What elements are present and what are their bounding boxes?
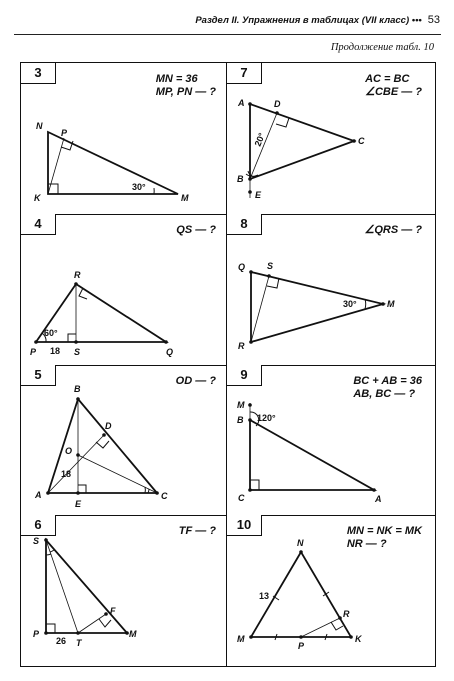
point-d [102,433,106,437]
given-line: NR — ? [346,538,387,550]
given-line: ∠CBE — ? [365,86,422,98]
problem-10-diagram [227,515,434,666]
point-e [248,190,252,194]
label-c: C [161,491,168,501]
point-q [249,270,253,274]
label-p: P [33,629,40,639]
label-m: M [129,629,137,639]
label-c: C [238,493,245,503]
label-t: T [76,638,82,648]
angle-label: 20° [252,131,267,148]
right-angle-mark [250,480,259,490]
altitude-kp [48,138,64,194]
problem-6-diagram [21,515,228,666]
label-n: N [297,538,304,548]
point-s [267,274,271,278]
problem-6-cell [21,515,228,666]
problem-9-diagram [227,365,434,516]
problem-4-diagram [21,214,228,365]
problem-8-diagram [227,214,434,365]
label-m: M [181,193,189,203]
given-line: QS — ? [176,224,216,236]
point-p [34,340,38,344]
label-e: E [75,499,82,509]
label-q: Q [166,347,174,357]
length-label: 13 [259,591,270,601]
given-line: AB, BC — ? [353,388,416,400]
length-label: 18 [50,346,61,356]
given-line: AC = BC [365,73,410,85]
running-header [0,14,440,26]
label-k: K [355,634,362,644]
problem-5-cell [21,365,228,516]
right-angle-mark [267,278,279,288]
label-d: D [105,421,112,431]
problem-number: 4 [21,214,56,235]
label-q: Q [238,262,246,272]
point-n [299,550,303,554]
problem-5-diagram [21,365,228,516]
problem-9-cell [227,365,434,516]
right-angle-mark [276,118,289,127]
point-c [155,491,159,495]
point-a [372,488,376,492]
problem-3-diagram [21,63,228,214]
problem-number: 6 [21,515,56,536]
given-line: OD — ? [175,375,216,387]
problem-10-cell [227,515,434,666]
problem-4-cell [21,214,228,365]
right-angle-mark [331,622,343,630]
label-o: O [65,446,73,456]
label-f: F [110,606,116,616]
given-line: MN = 36 [155,73,198,85]
given-line: MP, PN — ? [155,86,216,98]
angle-arc [50,550,54,552]
triangle-spm [46,540,127,633]
point-c [248,488,252,492]
problem-number: 10 [227,515,262,536]
length-label: 26 [56,636,67,646]
label-r: R [343,609,350,619]
point-c [352,139,356,143]
point-a [46,491,50,495]
problem-number: 8 [227,214,262,235]
label-a: A [375,494,382,504]
altitude-rs [251,276,269,342]
point-s [74,340,78,344]
label-c: C [358,136,365,146]
problem-8-cell [227,214,434,365]
label-m: M [237,400,245,410]
label-b: B [237,415,244,425]
angle-label: 30° [343,299,357,309]
point-s [44,538,48,542]
label-p: P [30,347,37,357]
point-r [74,282,78,286]
label-a: A [35,490,42,500]
label-n: N [36,121,43,131]
label-r: R [74,270,81,280]
point-m [381,302,385,306]
problem-number: 7 [227,63,262,84]
point-b [248,418,252,422]
label-m: M [387,299,395,309]
angle-label: 30° [132,182,146,192]
point-t [76,631,80,635]
page-number: 53 [427,14,440,26]
point-e [76,491,80,495]
label-p: P [61,128,68,138]
point-q [164,340,168,344]
header-rule [14,34,441,35]
label-s: S [74,347,81,357]
point-d [275,111,279,115]
label-a: A [238,98,245,108]
point-k [349,635,353,639]
label-s: S [267,261,274,271]
point-m [248,403,252,407]
exercise-table [20,62,436,667]
label-d: D [274,99,281,109]
right-angle-mark [96,441,109,448]
given-line: MN = NK = MK [346,525,422,537]
given-line: BC + AB = 36 [353,375,422,387]
label-m: M [237,634,245,644]
point-p [299,635,303,639]
problem-number: 3 [21,63,56,84]
point-o [76,453,80,457]
triangle-nkm [48,132,178,194]
label-e: E [255,190,262,200]
problem-7-diagram [227,63,434,214]
point-p [44,631,48,635]
length-label: 18 [61,469,72,479]
right-angle-mark [99,619,111,627]
label-p: P [298,641,305,651]
triangle-bca [250,420,374,490]
problem-3-cell [21,63,228,214]
label-b: B [74,384,81,394]
problem-7-cell [227,63,434,214]
altitude-bd [250,113,277,179]
triangle-qrm [251,272,383,342]
point-r [338,616,342,620]
point-f [104,612,108,616]
angle-label: 120° [257,413,276,423]
label-r: R [238,341,245,351]
label-k: K [34,193,41,203]
problem-number: 5 [21,365,56,386]
point-a [248,102,252,106]
right-angle-mark [46,624,55,633]
given-line: ∠QRS — ? [364,224,422,236]
table-continuation-note: Продолжение табл. 10 [330,42,434,53]
running-title: Раздел II. Упражнения в таблицах (VII класс) [195,15,410,26]
point-r [249,340,253,344]
label-s: S [33,536,40,546]
point-b [76,397,80,401]
label-b: B [237,174,244,184]
angle-arc [365,299,366,309]
header-ornament: ••• [411,15,422,26]
problem-number: 9 [227,365,262,386]
point-m [249,635,253,639]
angle-label: 60° [44,328,58,338]
given-line: TF — ? [178,525,216,537]
point-b [248,177,252,181]
